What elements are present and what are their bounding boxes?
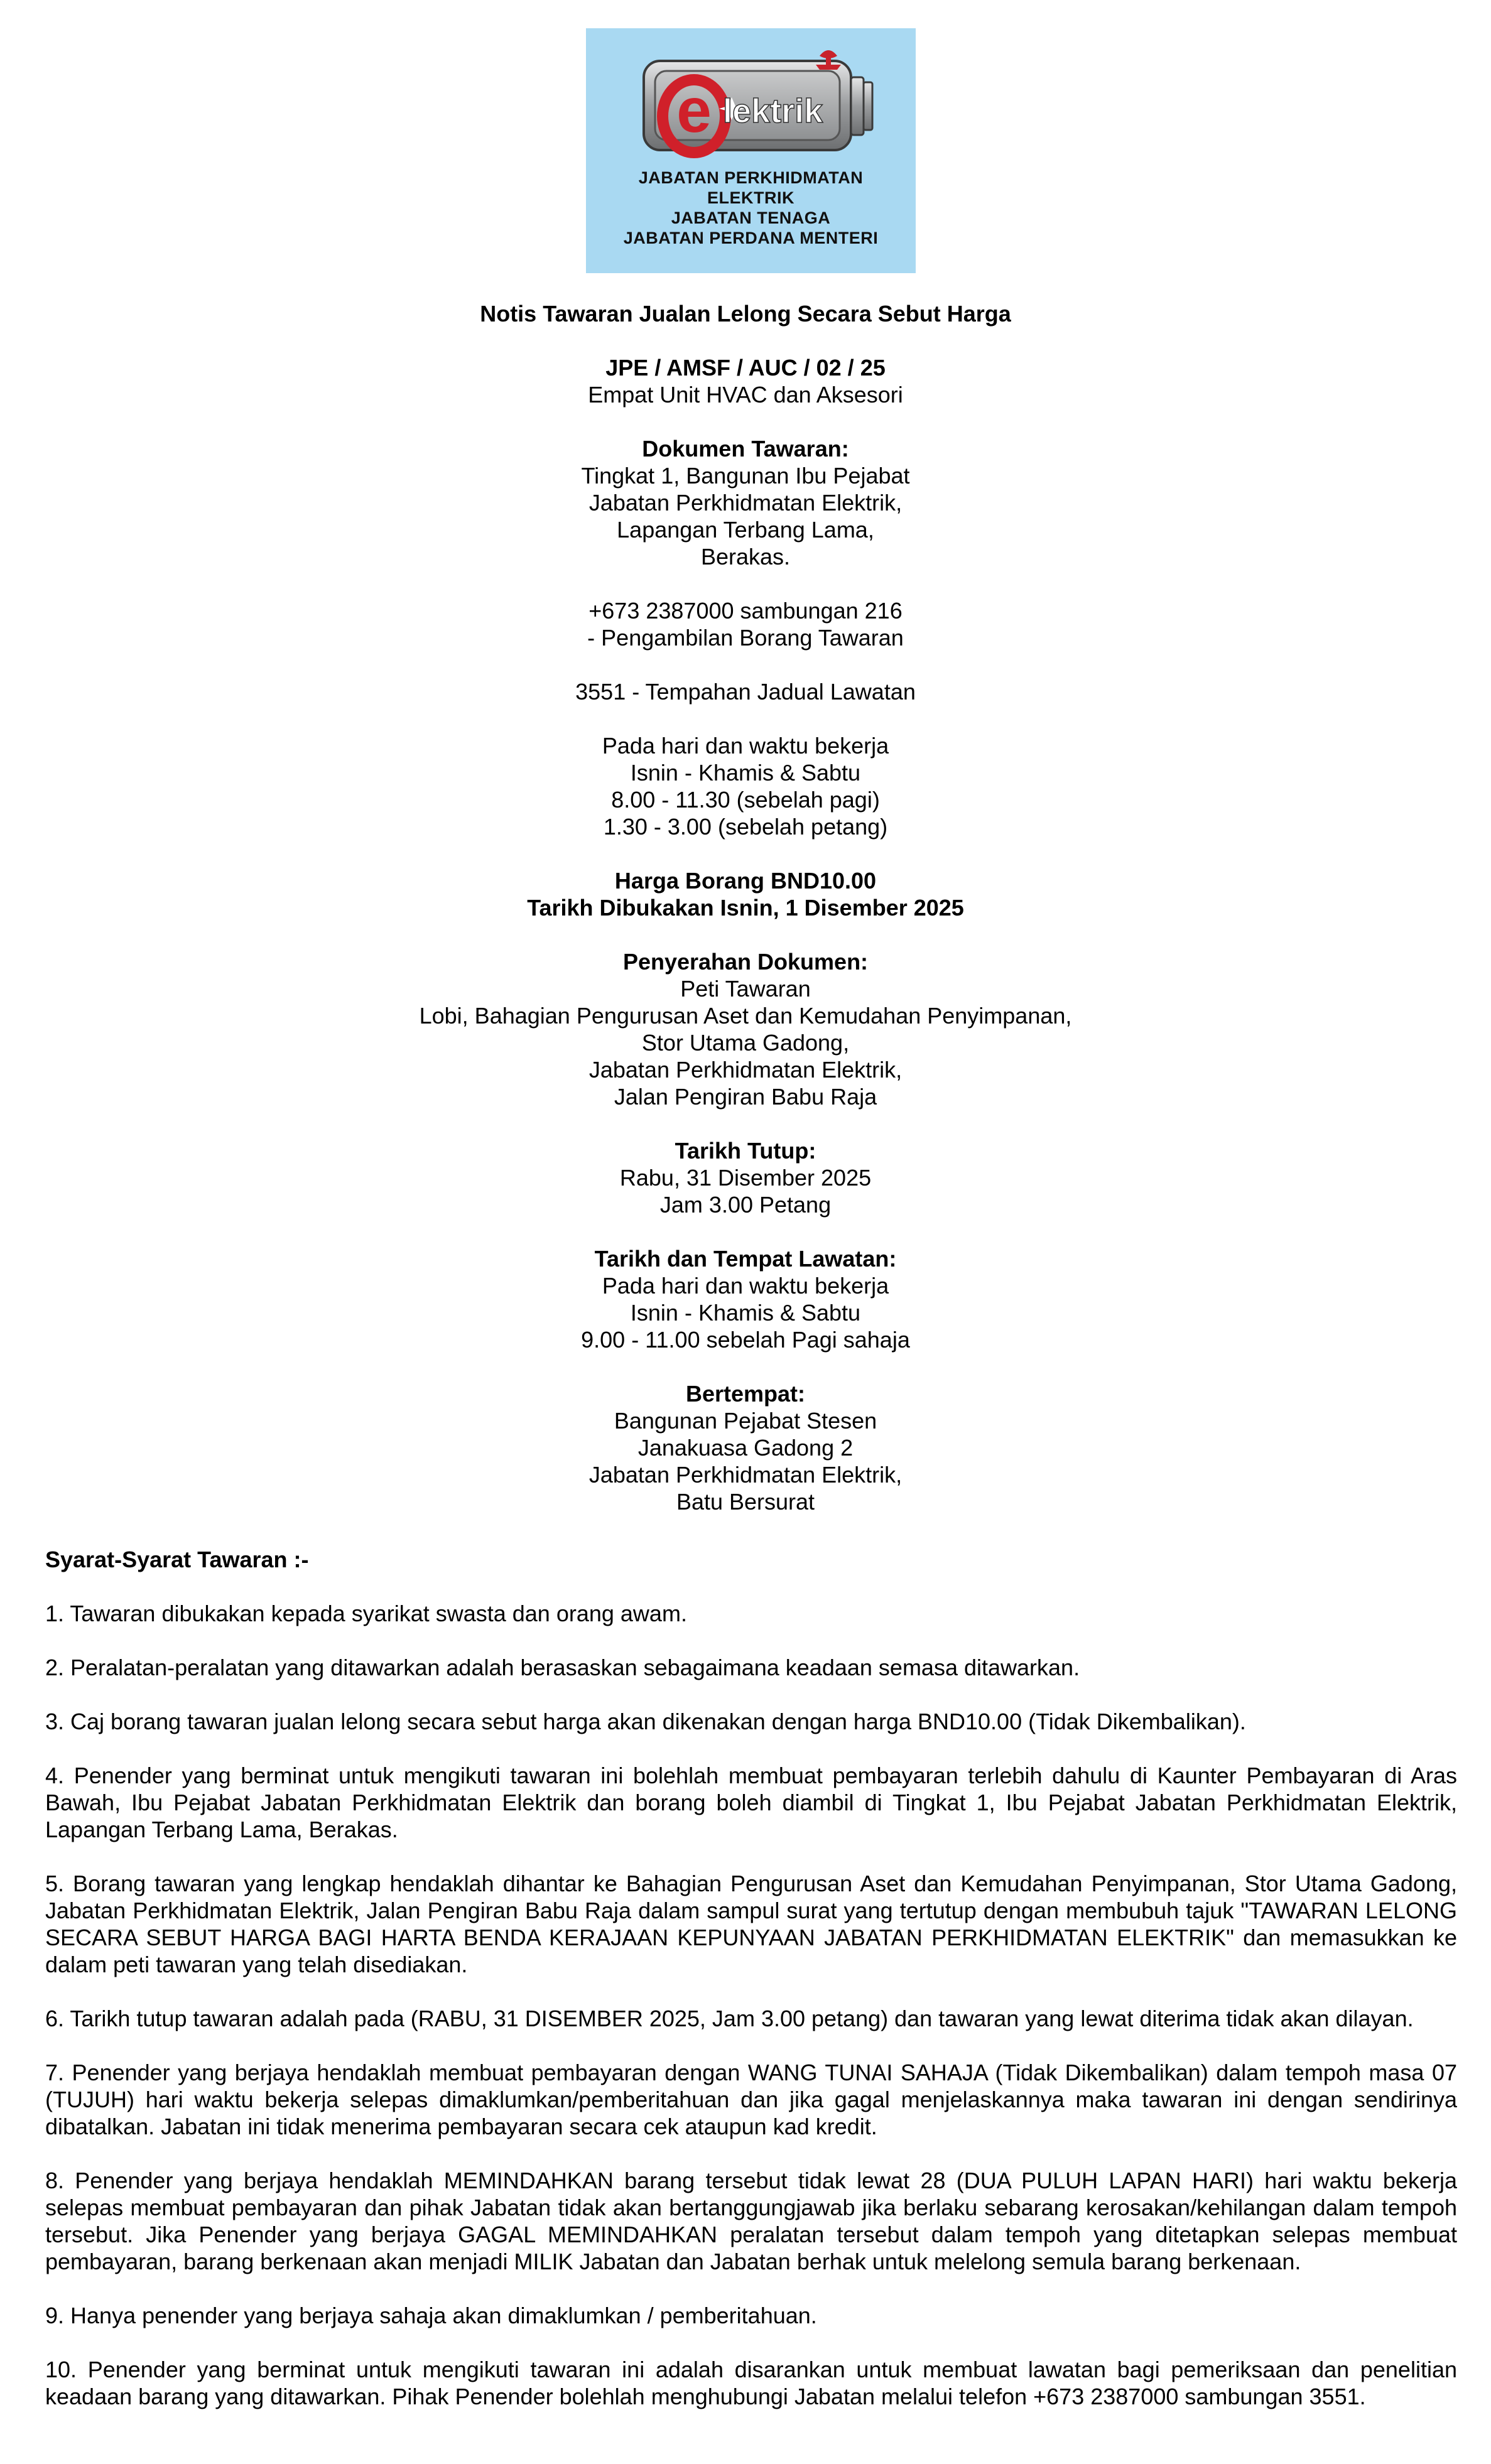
hours-line: Pada hari dan waktu bekerja <box>602 733 889 759</box>
booking-line: 3551 - Tempahan Jadual Lawatan <box>575 679 916 705</box>
penyerahan-heading: Penyerahan Dokumen: <box>622 949 869 975</box>
bertempat-line: Bangunan Pejabat Stesen <box>614 1408 877 1434</box>
tutup-line: Rabu, 31 Disember 2025 <box>619 1165 872 1191</box>
department-logo <box>586 28 916 273</box>
term-item: 10. Penender yang berminat untuk mengikuti tawaran ini adalah disarankan untuk membuat lawatan bagi pemeriksaan dan penelitian keadaan barang yang ditawarkan. Pihak Penender bolehlah menghubungi Jabatan melalui telefon +673 2387000 sambungan 3551. <box>45 2357 1457 2409</box>
bertempat-heading: Bertempat: <box>685 1381 806 1407</box>
term-item: 6. Tarikh tutup tawaran adalah pada (RABU, 31 DISEMBER 2025, Jam 3.00 petang) dan tawaran yang lewat diterima tidak akan dilayan. <box>45 2006 1414 2031</box>
bertempat-line: Jabatan Perkhidmatan Elektrik, <box>588 1462 903 1488</box>
lawatan-line: 9.00 - 11.00 sebelah Pagi sahaja <box>581 1327 910 1353</box>
logo-e-letter: e <box>676 75 712 146</box>
logo-line: JABATAN PERDANA MENTERI <box>623 229 879 247</box>
logo-line: ELEKTRIK <box>707 188 794 207</box>
term-item: 3. Caj borang tawaran jualan lelong secara sebut harga akan dikenakan dengan harga BND10.00 (Tidak Dikembalikan). <box>45 1709 1246 1734</box>
term-item: 4. Penender yang berminat untuk mengikuti tawaran ini bolehlah membuat pembayaran terlebih dahulu di Kaunter Pembayaran di Aras Bawah, Ibu Pejabat Jabatan Perkhidmatan Elektrik dan borang boleh diambil di Tingkat 1, Ibu Pejabat Jabatan Perkhidmatan Elektrik, Lapangan Terbang Lama, Berakas. <box>45 1763 1457 1842</box>
logo-caption <box>586 168 916 248</box>
dokumen-address-line: Jabatan Perkhidmatan Elektrik, <box>588 490 903 516</box>
term-item: 5. Borang tawaran yang lengkap hendaklah dihantar ke Bahagian Pengurusan Aset dan Kemudahan Penyimpanan, Stor Utama Gadong, Jabatan Perkhidmatan Elektrik, Jalan Pengiran Babu Raja dalam sampul surat yang tertutup dengan membubuh tajuk "TAWARAN LELONG SECARA SEBUT HARGA BAGI HARTA BENDA KERAJAAN KEPUNYAAN JABATAN PERKHIDMATAN ELEKTRIK" dan memasukkan ke dalam peti tawaran yang telah disediakan. <box>45 1871 1457 1977</box>
term-item: 7. Penender yang berjaya hendaklah membuat pembayaran dengan WANG TUNAI SAHAJA (Tidak Dikembalikan) dalam tempoh masa 07 (TUJUH) hari waktu bekerja selepas dimaklumkan/pemberitahuan dan jika gagal menjelaskannya maka tawaran ini dengan sendirinya dibatalkan. Jabatan ini tidak menerima pembayaran secara cek ataupun kad kredit. <box>45 2060 1457 2139</box>
logo-prong <box>851 77 864 135</box>
term-item: 9. Hanya penender yang berjaya sahaja akan dimaklumkan / pemberitahuan. <box>45 2303 817 2328</box>
terms-section <box>45 1546 1457 2437</box>
lawatan-line: Isnin - Khamis & Sabtu <box>630 1300 861 1326</box>
form-price: Harga Borang BND10.00 <box>614 868 877 894</box>
logo-prong <box>864 82 872 130</box>
bertempat-line: Janakuasa Gadong 2 <box>637 1435 854 1461</box>
penyerahan-line: Jabatan Perkhidmatan Elektrik, <box>588 1057 903 1083</box>
bertempat-line: Batu Bersurat <box>676 1489 815 1515</box>
dokumen-address-line: Lapangan Terbang Lama, <box>617 517 874 543</box>
lawatan-heading: Tarikh dan Tempat Lawatan: <box>594 1246 897 1272</box>
logo-line: JABATAN PERKHIDMATAN <box>638 168 864 187</box>
tutup-heading: Tarikh Tutup: <box>675 1138 816 1164</box>
notice-title: Notis Tawaran Jualan Lelong Secara Sebut Harga <box>480 301 1011 327</box>
term-item: 2. Peralatan-peralatan yang ditawarkan adalah berasaskan sebagaimana keadaan semasa ditawarkan. <box>45 1655 1080 1680</box>
item-description: Empat Unit HVAC dan Aksesori <box>588 382 903 408</box>
dokumen-heading: Dokumen Tawaran: <box>642 436 849 462</box>
contact-phone: +673 2387000 sambungan 216 <box>588 598 903 624</box>
dokumen-address-line: Tingkat 1, Bangunan Ibu Pejabat <box>581 463 910 489</box>
hours-line: Isnin - Khamis & Sabtu <box>630 760 861 786</box>
logo-line: JABATAN TENAGA <box>671 208 831 227</box>
hours-line: 1.30 - 3.00 (sebelah petang) <box>603 814 888 840</box>
term-item: 1. Tawaran dibukakan kepada syarikat swasta dan orang awam. <box>45 1601 687 1626</box>
lawatan-line: Pada hari dan waktu bekerja <box>602 1273 889 1299</box>
penyerahan-line: Peti Tawaran <box>680 976 811 1002</box>
logo-wordmark: lektrik <box>723 92 823 130</box>
opening-date: Tarikh Dibukakan Isnin, 1 Disember 2025 <box>527 895 964 921</box>
reference-number: JPE / AMSF / AUC / 02 / 25 <box>605 355 886 381</box>
tutup-line: Jam 3.00 Petang <box>659 1192 832 1218</box>
term-item: 8. Penender yang berjaya hendaklah MEMINDAHKAN barang tersebut tidak lewat 28 (DUA PULUH LAPAN HARI) hari waktu bekerja selepas membuat pembayaran dan pihak Jabatan tidak akan bertanggungjawab jika berlaku sebarang kerosakan/kehilangan dalam tempoh tersebut. Jika Penender yang berjaya GAGAL MEMINDAHKAN peralatan tersebut dalam tempoh yang ditetapkan selepas membuat pembayaran, barang berkenaan akan menjadi MILIK Jabatan dan Jabatan berhak untuk melelong semula barang berkenaan. <box>45 2168 1457 2274</box>
hours-line: 8.00 - 11.30 (sebelah pagi) <box>611 787 880 813</box>
terms-heading: Syarat-Syarat Tawaran :- <box>45 1547 309 1572</box>
elektrik-logo-graphic <box>586 28 916 173</box>
penyerahan-line: Stor Utama Gadong, <box>641 1030 850 1056</box>
penyerahan-line: Lobi, Bahagian Pengurusan Aset dan Kemudahan Penyimpanan, <box>419 1003 1072 1029</box>
notice-summary <box>0 300 1491 1515</box>
penyerahan-line: Jalan Pengiran Babu Raja <box>614 1084 877 1110</box>
dokumen-address-line: Berakas. <box>700 544 791 570</box>
contact-purpose: - Pengambilan Borang Tawaran <box>587 625 904 651</box>
